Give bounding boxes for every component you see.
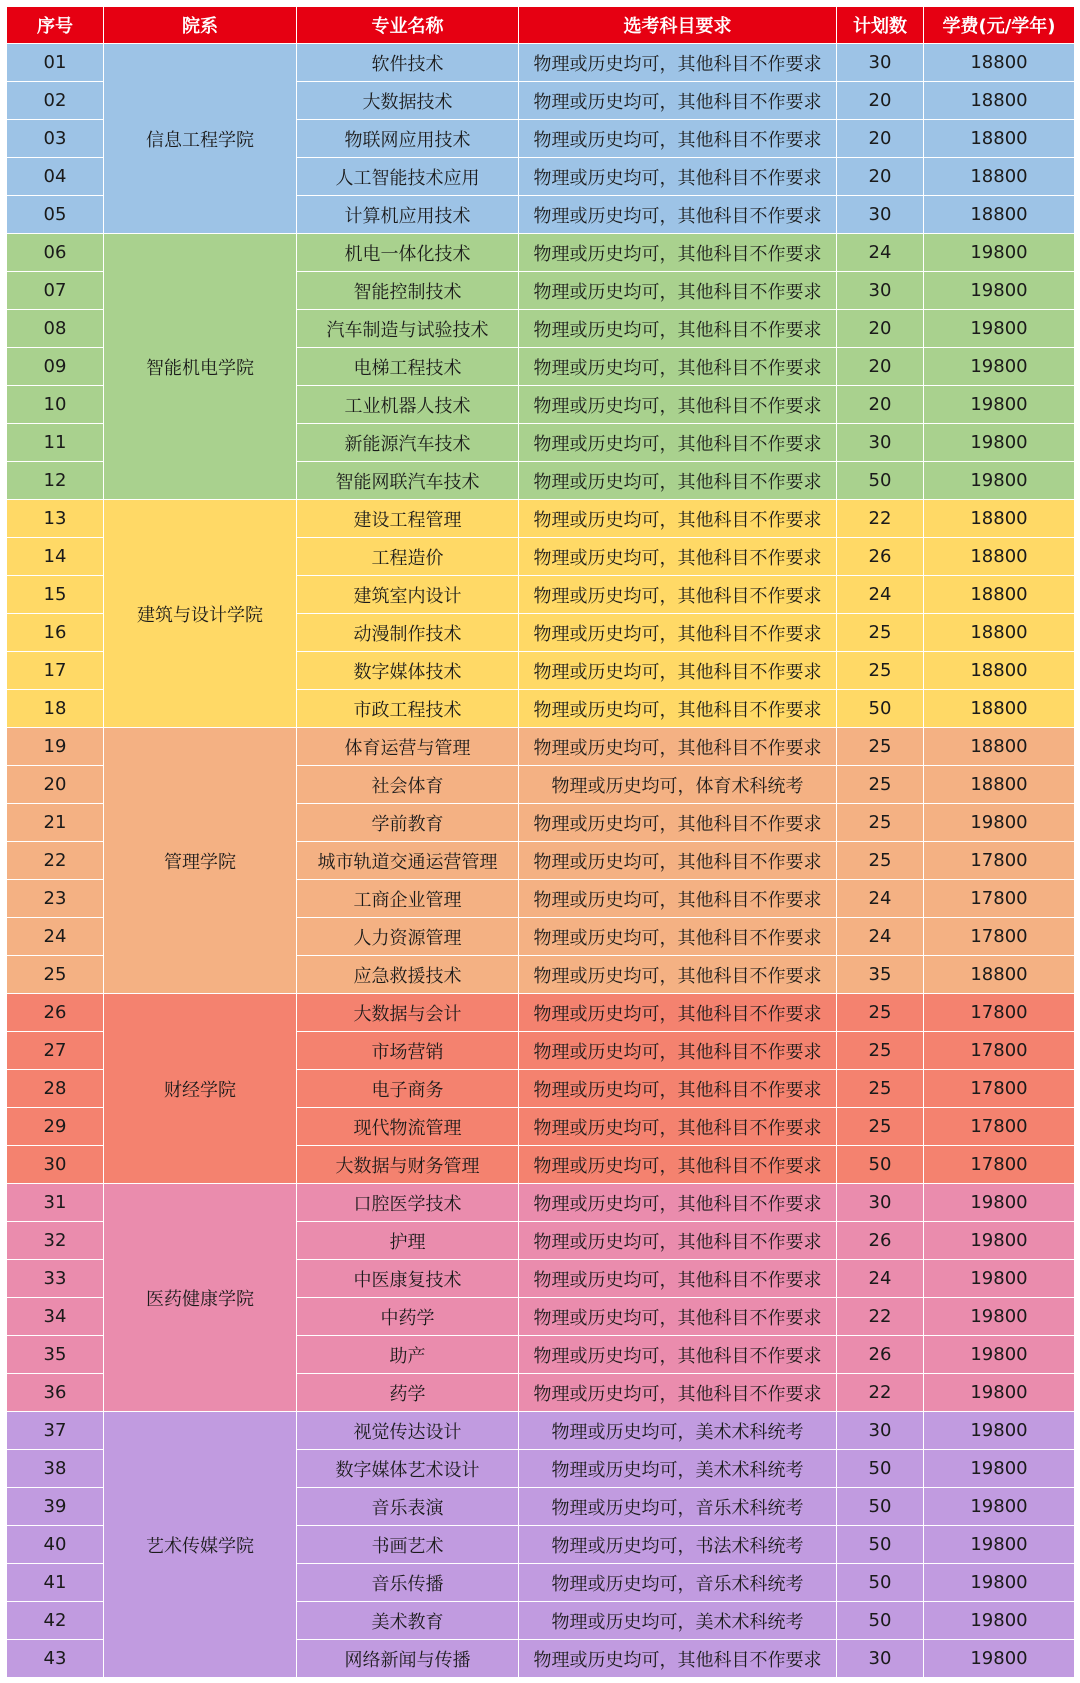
plan-count: 30	[837, 1184, 924, 1222]
header-major: 专业名称	[297, 7, 519, 44]
row-number: 33	[7, 1260, 104, 1298]
subject-requirement: 物理或历史均可，其他科目不作要求	[519, 576, 837, 614]
header-requirement: 选考科目要求	[519, 7, 837, 44]
major-name: 中医康复技术	[297, 1260, 519, 1298]
major-name: 工程造价	[297, 538, 519, 576]
row-number: 26	[7, 994, 104, 1032]
row-number: 37	[7, 1412, 104, 1450]
major-name: 人工智能技术应用	[297, 158, 519, 196]
plan-count: 50	[837, 1488, 924, 1526]
subject-requirement: 物理或历史均可，其他科目不作要求	[519, 1374, 837, 1412]
tuition-fee: 19800	[924, 1602, 1075, 1640]
plan-count: 30	[837, 272, 924, 310]
row-number: 28	[7, 1070, 104, 1108]
plan-count: 30	[837, 1412, 924, 1450]
major-name: 工业机器人技术	[297, 386, 519, 424]
major-name: 建设工程管理	[297, 500, 519, 538]
tuition-fee: 18800	[924, 652, 1075, 690]
tuition-fee: 17800	[924, 1146, 1075, 1184]
tuition-fee: 17800	[924, 1108, 1075, 1146]
row-number: 30	[7, 1146, 104, 1184]
subject-requirement: 物理或历史均可，体育术科统考	[519, 766, 837, 804]
row-number: 19	[7, 728, 104, 766]
row-number: 18	[7, 690, 104, 728]
major-name: 智能网联汽车技术	[297, 462, 519, 500]
tuition-fee: 18800	[924, 728, 1075, 766]
row-number: 14	[7, 538, 104, 576]
tuition-fee: 19800	[924, 1412, 1075, 1450]
subject-requirement: 物理或历史均可，音乐术科统考	[519, 1564, 837, 1602]
table-row	[7, 500, 1075, 538]
plan-count: 25	[837, 1108, 924, 1146]
major-name: 社会体育	[297, 766, 519, 804]
row-number: 36	[7, 1374, 104, 1412]
department-cell: 医药健康学院	[104, 1184, 297, 1412]
row-number: 13	[7, 500, 104, 538]
subject-requirement: 物理或历史均可，其他科目不作要求	[519, 1146, 837, 1184]
admission-plan-table	[6, 6, 1075, 1678]
plan-count: 25	[837, 1032, 924, 1070]
tuition-fee: 18800	[924, 196, 1075, 234]
subject-requirement: 物理或历史均可，其他科目不作要求	[519, 348, 837, 386]
major-name: 城市轨道交通运营管理	[297, 842, 519, 880]
tuition-fee: 19800	[924, 804, 1075, 842]
tuition-fee: 19800	[924, 272, 1075, 310]
row-number: 06	[7, 234, 104, 272]
major-name: 护理	[297, 1222, 519, 1260]
major-name: 应急救援技术	[297, 956, 519, 994]
plan-count: 24	[837, 234, 924, 272]
plan-count: 50	[837, 1526, 924, 1564]
subject-requirement: 物理或历史均可，音乐术科统考	[519, 1488, 837, 1526]
subject-requirement: 物理或历史均可，其他科目不作要求	[519, 234, 837, 272]
plan-count: 24	[837, 880, 924, 918]
major-name: 计算机应用技术	[297, 196, 519, 234]
plan-count: 50	[837, 1146, 924, 1184]
subject-requirement: 物理或历史均可，其他科目不作要求	[519, 196, 837, 234]
row-number: 43	[7, 1640, 104, 1678]
table-body	[7, 44, 1075, 1678]
table-row	[7, 728, 1075, 766]
tuition-fee: 18800	[924, 614, 1075, 652]
major-name: 药学	[297, 1374, 519, 1412]
tuition-fee: 19800	[924, 462, 1075, 500]
subject-requirement: 物理或历史均可，其他科目不作要求	[519, 500, 837, 538]
plan-count: 26	[837, 1222, 924, 1260]
subject-requirement: 物理或历史均可，其他科目不作要求	[519, 1184, 837, 1222]
major-name: 动漫制作技术	[297, 614, 519, 652]
major-name: 音乐表演	[297, 1488, 519, 1526]
row-number: 35	[7, 1336, 104, 1374]
major-name: 汽车制造与试验技术	[297, 310, 519, 348]
row-number: 11	[7, 424, 104, 462]
plan-count: 30	[837, 196, 924, 234]
subject-requirement: 物理或历史均可，美术术科统考	[519, 1450, 837, 1488]
department-cell: 艺术传媒学院	[104, 1412, 297, 1678]
subject-requirement: 物理或历史均可，其他科目不作要求	[519, 158, 837, 196]
tuition-fee: 19800	[924, 1526, 1075, 1564]
tuition-fee: 18800	[924, 500, 1075, 538]
row-number: 24	[7, 918, 104, 956]
major-name: 大数据与财务管理	[297, 1146, 519, 1184]
plan-count: 35	[837, 956, 924, 994]
subject-requirement: 物理或历史均可，书法术科统考	[519, 1526, 837, 1564]
tuition-fee: 18800	[924, 120, 1075, 158]
plan-count: 22	[837, 500, 924, 538]
row-number: 22	[7, 842, 104, 880]
major-name: 助产	[297, 1336, 519, 1374]
row-number: 16	[7, 614, 104, 652]
tuition-fee: 19800	[924, 1260, 1075, 1298]
row-number: 41	[7, 1564, 104, 1602]
major-name: 市场营销	[297, 1032, 519, 1070]
tuition-fee: 17800	[924, 918, 1075, 956]
subject-requirement: 物理或历史均可，其他科目不作要求	[519, 728, 837, 766]
row-number: 23	[7, 880, 104, 918]
subject-requirement: 物理或历史均可，其他科目不作要求	[519, 44, 837, 82]
admission-table-container	[6, 6, 1074, 1678]
plan-count: 26	[837, 538, 924, 576]
plan-count: 50	[837, 690, 924, 728]
subject-requirement: 物理或历史均可，其他科目不作要求	[519, 614, 837, 652]
tuition-fee: 19800	[924, 348, 1075, 386]
tuition-fee: 19800	[924, 1450, 1075, 1488]
plan-count: 30	[837, 44, 924, 82]
plan-count: 50	[837, 462, 924, 500]
subject-requirement: 物理或历史均可，其他科目不作要求	[519, 1298, 837, 1336]
row-number: 04	[7, 158, 104, 196]
tuition-fee: 17800	[924, 994, 1075, 1032]
major-name: 中药学	[297, 1298, 519, 1336]
plan-count: 30	[837, 1640, 924, 1678]
row-number: 29	[7, 1108, 104, 1146]
row-number: 09	[7, 348, 104, 386]
major-name: 视觉传达设计	[297, 1412, 519, 1450]
plan-count: 50	[837, 1564, 924, 1602]
tuition-fee: 19800	[924, 310, 1075, 348]
major-name: 音乐传播	[297, 1564, 519, 1602]
row-number: 40	[7, 1526, 104, 1564]
table-header	[7, 7, 1075, 44]
major-name: 数字媒体技术	[297, 652, 519, 690]
major-name: 学前教育	[297, 804, 519, 842]
tuition-fee: 19800	[924, 234, 1075, 272]
tuition-fee: 19800	[924, 1488, 1075, 1526]
plan-count: 30	[837, 424, 924, 462]
major-name: 新能源汽车技术	[297, 424, 519, 462]
subject-requirement: 物理或历史均可，其他科目不作要求	[519, 424, 837, 462]
subject-requirement: 物理或历史均可，其他科目不作要求	[519, 804, 837, 842]
subject-requirement: 物理或历史均可，其他科目不作要求	[519, 386, 837, 424]
row-number: 21	[7, 804, 104, 842]
tuition-fee: 19800	[924, 424, 1075, 462]
row-number: 03	[7, 120, 104, 158]
major-name: 机电一体化技术	[297, 234, 519, 272]
tuition-fee: 17800	[924, 1070, 1075, 1108]
subject-requirement: 物理或历史均可，其他科目不作要求	[519, 880, 837, 918]
subject-requirement: 物理或历史均可，美术术科统考	[519, 1602, 837, 1640]
major-name: 体育运营与管理	[297, 728, 519, 766]
plan-count: 22	[837, 1374, 924, 1412]
row-number: 15	[7, 576, 104, 614]
major-name: 电子商务	[297, 1070, 519, 1108]
tuition-fee: 18800	[924, 956, 1075, 994]
major-name: 软件技术	[297, 44, 519, 82]
plan-count: 25	[837, 614, 924, 652]
major-name: 美术教育	[297, 1602, 519, 1640]
department-cell: 财经学院	[104, 994, 297, 1184]
major-name: 数字媒体艺术设计	[297, 1450, 519, 1488]
header-fee: 学费(元/学年)	[924, 7, 1075, 44]
subject-requirement: 物理或历史均可，其他科目不作要求	[519, 1222, 837, 1260]
row-number: 02	[7, 82, 104, 120]
row-number: 42	[7, 1602, 104, 1640]
subject-requirement: 物理或历史均可，其他科目不作要求	[519, 1032, 837, 1070]
plan-count: 20	[837, 310, 924, 348]
plan-count: 50	[837, 1450, 924, 1488]
row-number: 34	[7, 1298, 104, 1336]
department-cell: 建筑与设计学院	[104, 500, 297, 728]
subject-requirement: 物理或历史均可，其他科目不作要求	[519, 690, 837, 728]
tuition-fee: 19800	[924, 1336, 1075, 1374]
plan-count: 20	[837, 158, 924, 196]
tuition-fee: 19800	[924, 1298, 1075, 1336]
header-row	[7, 7, 1075, 44]
table-row	[7, 1412, 1075, 1450]
subject-requirement: 物理或历史均可，其他科目不作要求	[519, 272, 837, 310]
major-name: 智能控制技术	[297, 272, 519, 310]
table-row	[7, 994, 1075, 1032]
subject-requirement: 物理或历史均可，其他科目不作要求	[519, 120, 837, 158]
subject-requirement: 物理或历史均可，其他科目不作要求	[519, 1640, 837, 1678]
major-name: 电梯工程技术	[297, 348, 519, 386]
plan-count: 25	[837, 652, 924, 690]
row-number: 10	[7, 386, 104, 424]
department-cell: 管理学院	[104, 728, 297, 994]
major-name: 工商企业管理	[297, 880, 519, 918]
tuition-fee: 19800	[924, 1222, 1075, 1260]
plan-count: 50	[837, 1602, 924, 1640]
plan-count: 25	[837, 994, 924, 1032]
major-name: 书画艺术	[297, 1526, 519, 1564]
row-number: 01	[7, 44, 104, 82]
plan-count: 25	[837, 804, 924, 842]
tuition-fee: 19800	[924, 1564, 1075, 1602]
row-number: 38	[7, 1450, 104, 1488]
row-number: 05	[7, 196, 104, 234]
table-row	[7, 1184, 1075, 1222]
row-number: 17	[7, 652, 104, 690]
major-name: 建筑室内设计	[297, 576, 519, 614]
subject-requirement: 物理或历史均可，其他科目不作要求	[519, 1260, 837, 1298]
major-name: 现代物流管理	[297, 1108, 519, 1146]
tuition-fee: 17800	[924, 1032, 1075, 1070]
plan-count: 24	[837, 1260, 924, 1298]
plan-count: 26	[837, 1336, 924, 1374]
subject-requirement: 物理或历史均可，其他科目不作要求	[519, 956, 837, 994]
header-plan: 计划数	[837, 7, 924, 44]
plan-count: 20	[837, 120, 924, 158]
subject-requirement: 物理或历史均可，其他科目不作要求	[519, 1070, 837, 1108]
subject-requirement: 物理或历史均可，其他科目不作要求	[519, 462, 837, 500]
subject-requirement: 物理或历史均可，其他科目不作要求	[519, 1336, 837, 1374]
plan-count: 20	[837, 386, 924, 424]
subject-requirement: 物理或历史均可，其他科目不作要求	[519, 82, 837, 120]
header-dept: 院系	[104, 7, 297, 44]
subject-requirement: 物理或历史均可，其他科目不作要求	[519, 538, 837, 576]
plan-count: 24	[837, 576, 924, 614]
major-name: 网络新闻与传播	[297, 1640, 519, 1678]
tuition-fee: 18800	[924, 158, 1075, 196]
table-row	[7, 234, 1075, 272]
row-number: 08	[7, 310, 104, 348]
department-cell: 信息工程学院	[104, 44, 297, 234]
row-number: 32	[7, 1222, 104, 1260]
tuition-fee: 18800	[924, 44, 1075, 82]
subject-requirement: 物理或历史均可，其他科目不作要求	[519, 918, 837, 956]
tuition-fee: 18800	[924, 576, 1075, 614]
subject-requirement: 物理或历史均可，其他科目不作要求	[519, 994, 837, 1032]
row-number: 20	[7, 766, 104, 804]
major-name: 大数据与会计	[297, 994, 519, 1032]
tuition-fee: 19800	[924, 386, 1075, 424]
subject-requirement: 物理或历史均可，其他科目不作要求	[519, 1108, 837, 1146]
subject-requirement: 物理或历史均可，其他科目不作要求	[519, 310, 837, 348]
plan-count: 22	[837, 1298, 924, 1336]
plan-count: 25	[837, 728, 924, 766]
header-no: 序号	[7, 7, 104, 44]
row-number: 39	[7, 1488, 104, 1526]
plan-count: 25	[837, 842, 924, 880]
subject-requirement: 物理或历史均可，其他科目不作要求	[519, 652, 837, 690]
department-cell: 智能机电学院	[104, 234, 297, 500]
row-number: 25	[7, 956, 104, 994]
plan-count: 25	[837, 1070, 924, 1108]
subject-requirement: 物理或历史均可，其他科目不作要求	[519, 842, 837, 880]
tuition-fee: 19800	[924, 1184, 1075, 1222]
tuition-fee: 19800	[924, 1640, 1075, 1678]
plan-count: 24	[837, 918, 924, 956]
tuition-fee: 17800	[924, 880, 1075, 918]
plan-count: 20	[837, 348, 924, 386]
major-name: 物联网应用技术	[297, 120, 519, 158]
row-number: 12	[7, 462, 104, 500]
row-number: 27	[7, 1032, 104, 1070]
plan-count: 25	[837, 766, 924, 804]
tuition-fee: 18800	[924, 538, 1075, 576]
major-name: 市政工程技术	[297, 690, 519, 728]
subject-requirement: 物理或历史均可，美术术科统考	[519, 1412, 837, 1450]
major-name: 人力资源管理	[297, 918, 519, 956]
plan-count: 20	[837, 82, 924, 120]
row-number: 07	[7, 272, 104, 310]
tuition-fee: 18800	[924, 690, 1075, 728]
row-number: 31	[7, 1184, 104, 1222]
table-row	[7, 44, 1075, 82]
tuition-fee: 17800	[924, 842, 1075, 880]
tuition-fee: 19800	[924, 1374, 1075, 1412]
tuition-fee: 18800	[924, 766, 1075, 804]
tuition-fee: 18800	[924, 82, 1075, 120]
major-name: 大数据技术	[297, 82, 519, 120]
major-name: 口腔医学技术	[297, 1184, 519, 1222]
